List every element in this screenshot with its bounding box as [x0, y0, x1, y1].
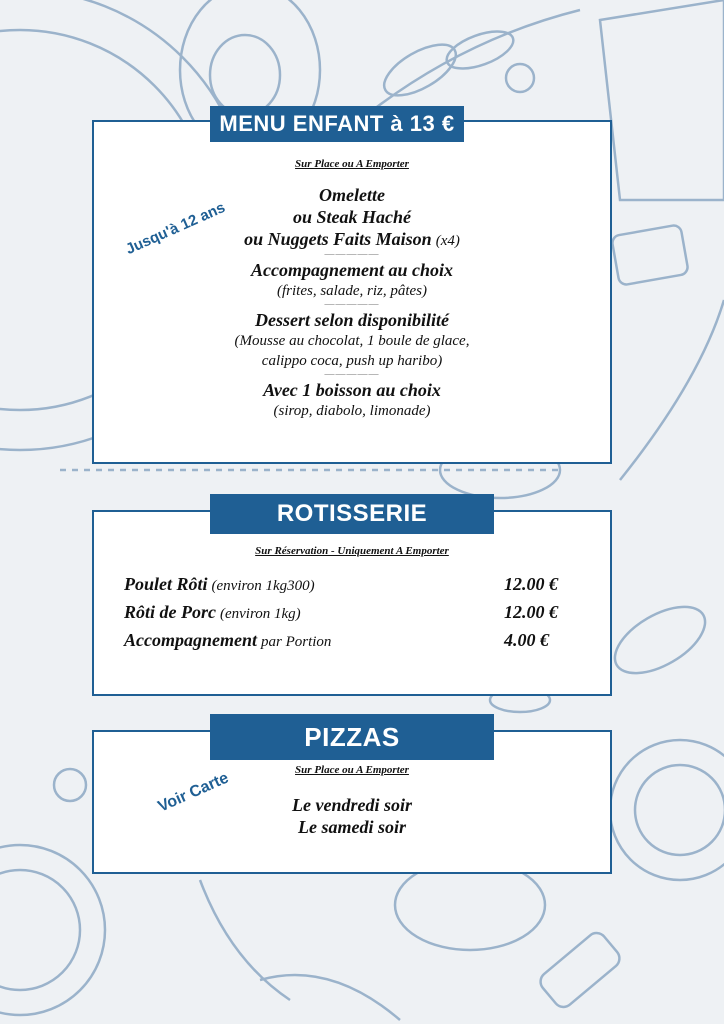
item-note: (environ 1kg300): [211, 578, 315, 594]
tomato-slice: [610, 740, 724, 880]
dessert-note-2: calippo coca, push up haribo): [261, 353, 443, 369]
main-option-1: Omelette: [319, 185, 385, 205]
cheese-wedge: [600, 0, 724, 200]
kids-menu-card: [92, 111, 612, 464]
pizzas-subtitle: Sur Place ou A Emporter: [295, 764, 409, 776]
item-price: 4.00 €: [504, 630, 549, 650]
pizza-day-1: Le vendredi soir: [292, 795, 412, 815]
cheese-cube: [611, 224, 689, 285]
separator: —————: [324, 299, 380, 310]
main-option-3-note: (x4): [435, 233, 460, 249]
item-name: Poulet Rôti: [124, 574, 208, 594]
kids-menu-subtitle: Sur Place ou A Emporter: [295, 158, 409, 170]
main-option-3: ou Nuggets Faits Maison: [244, 229, 432, 249]
chili-pepper: [200, 880, 290, 1000]
kids-menu-content: [94, 184, 610, 421]
item-price: 12.00 €: [504, 602, 558, 622]
see-menu-tag: Voir Carte: [155, 769, 232, 816]
separator: —————: [324, 249, 380, 260]
rotisserie-title: ROTISSERIE: [210, 494, 494, 534]
pizza-day-2: Le samedi soir: [298, 817, 406, 837]
menu-item-row: [124, 630, 584, 654]
item-name: Accompagnement: [124, 630, 257, 650]
dessert-note-1: (Mousse au chocolat, 1 boule de glace,: [234, 333, 470, 349]
item-note: par Portion: [261, 634, 332, 650]
dessert-title: Dessert selon disponibilité: [254, 310, 449, 330]
rotisserie-subtitle: Sur Réservation - Uniquement A Emporter: [255, 545, 449, 557]
basil-stem: [620, 300, 724, 480]
basil-leaf: [604, 593, 716, 686]
drink-title: Avec 1 boisson au choix: [263, 380, 441, 400]
separator: —————: [324, 369, 380, 380]
herb-stem: [360, 10, 580, 120]
item-name: Rôti de Porc: [124, 602, 216, 622]
pizzas-title: PIZZAS: [210, 714, 494, 760]
age-limit-tag: Jusqu'à 12 ans: [123, 198, 228, 259]
item-note: (environ 1kg): [220, 606, 301, 622]
drink-note: (sirop, diabolo, limonade): [273, 403, 431, 419]
main-option-2: ou Steak Haché: [292, 207, 411, 227]
side-note: (frites, salade, riz, pâtes): [277, 283, 427, 299]
menu-item-row: [124, 574, 584, 598]
kids-menu-title: MENU ENFANT à 13 €: [210, 106, 464, 142]
rotisserie-card: [92, 500, 612, 696]
item-price: 12.00 €: [504, 574, 558, 594]
side-title: Accompagnement au choix: [251, 260, 453, 280]
pizzas-card: [92, 722, 612, 874]
menu-item-row: [124, 602, 584, 626]
